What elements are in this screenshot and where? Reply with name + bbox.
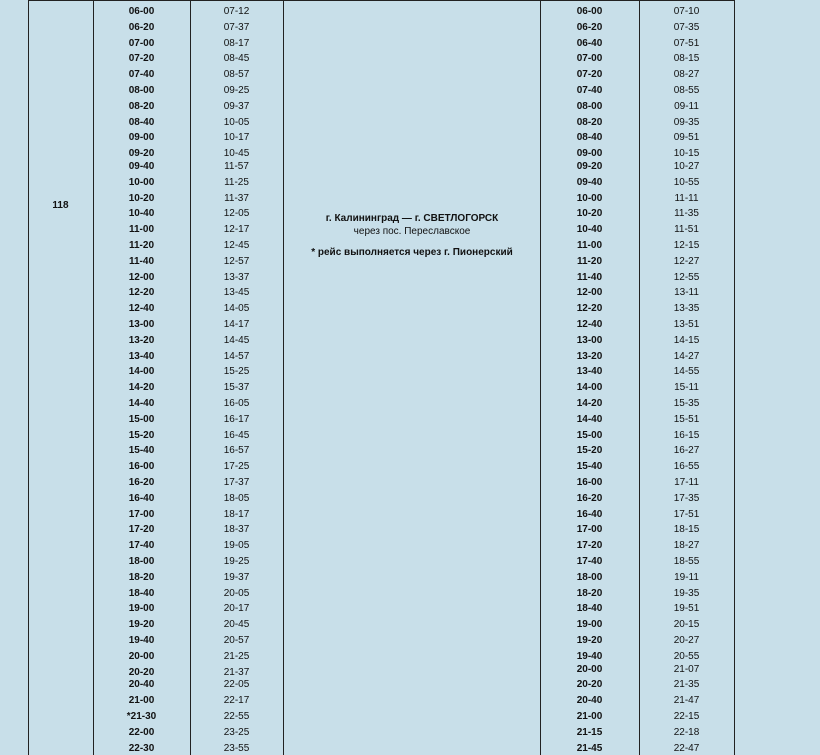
departure-time: 11-20 xyxy=(128,240,155,251)
arrival-time: 11-37 xyxy=(224,192,249,204)
arrival-time: 11-11 xyxy=(674,192,699,204)
arrival-time: 15-11 xyxy=(674,382,699,394)
arrival-time: 22-15 xyxy=(673,711,700,722)
arrival-time: 07-37 xyxy=(223,21,250,33)
route-number: 118 xyxy=(52,200,69,211)
departure-time: 10-00 xyxy=(576,192,603,204)
departure-time: 13-20 xyxy=(576,350,603,362)
departure-time: 13-00 xyxy=(128,319,155,330)
arrival-time: 14-17 xyxy=(223,319,250,330)
arrival-time: 12-55 xyxy=(673,271,700,283)
departure-time: 20-20 xyxy=(128,666,155,678)
arrival-time: 15-51 xyxy=(673,413,700,425)
arrival-time: 13-11 xyxy=(674,287,699,299)
departure-time: 11-00 xyxy=(128,224,155,236)
arrival-time: 18-27 xyxy=(673,540,700,552)
departure-time: 17-00 xyxy=(128,508,155,520)
arrival-time: 17-37 xyxy=(223,477,250,488)
departure-time: 11-40 xyxy=(576,271,603,283)
arrival-time: 18-05 xyxy=(223,492,250,504)
departure-time: 07-00 xyxy=(128,37,155,49)
departure-time: 18-00 xyxy=(128,556,155,567)
arrival-time: 08-57 xyxy=(223,69,250,81)
departure-time: 19-20 xyxy=(576,635,603,646)
arrival-time: 13-35 xyxy=(673,303,700,315)
arrival-time: 21-25 xyxy=(223,650,250,662)
arrival-time: 09-11 xyxy=(674,100,699,112)
arrival-time: 19-25 xyxy=(223,556,250,567)
departure-time: 21-00 xyxy=(128,695,155,707)
arrival-time: 20-27 xyxy=(673,635,700,646)
arrival-time: 16-17 xyxy=(223,413,250,425)
departure-time: 18-20 xyxy=(128,571,155,583)
arrival-time: 21-37 xyxy=(223,666,250,678)
route-description xyxy=(284,212,540,259)
arrival-time: 12-15 xyxy=(673,240,700,251)
table-border xyxy=(28,0,29,755)
arrival-time: 15-25 xyxy=(223,366,250,378)
arrival-time: 08-27 xyxy=(673,69,700,81)
arrival-time: 07-51 xyxy=(673,37,700,49)
arrival-time: 10-27 xyxy=(673,161,700,172)
arrival-time: 09-35 xyxy=(673,116,700,128)
departure-time: 15-20 xyxy=(576,445,603,457)
arrival-time: 07-10 xyxy=(673,6,700,17)
departure-time: 15-40 xyxy=(128,445,155,457)
arrival-time: 18-17 xyxy=(223,508,250,520)
arrival-time: 13-45 xyxy=(223,287,250,299)
arrival-time: 15-37 xyxy=(223,382,250,394)
arrival-time: 20-17 xyxy=(223,603,250,615)
arrival-time: 08-15 xyxy=(673,53,700,65)
route-title: г. Калининград — г. СВЕТЛОГОРСК xyxy=(325,213,499,224)
departure-time: 15-00 xyxy=(128,413,155,425)
departure-time: 09-20 xyxy=(576,161,603,172)
arrival-time: 19-51 xyxy=(673,603,700,615)
departure-time: 13-00 xyxy=(576,334,603,346)
arrival-time: 08-55 xyxy=(673,85,700,96)
table-border xyxy=(734,0,735,755)
arrival-time: 12-57 xyxy=(223,255,250,267)
arrival-time: 16-05 xyxy=(223,398,250,409)
arrival-time: 14-27 xyxy=(673,350,700,362)
departure-time: 11-00 xyxy=(576,240,603,251)
arrival-time: 18-55 xyxy=(673,556,700,567)
departure-time: 10-40 xyxy=(128,208,155,220)
arrival-time: 17-25 xyxy=(223,461,250,473)
departure-time: 08-20 xyxy=(576,116,603,128)
arrival-time: 18-15 xyxy=(673,524,700,536)
departure-time: 08-20 xyxy=(128,100,155,112)
departure-time: 14-40 xyxy=(128,398,155,409)
departure-time: 19-20 xyxy=(128,619,155,631)
departure-time: 09-40 xyxy=(128,161,155,172)
departure-time: 06-20 xyxy=(576,21,603,33)
departure-time: 18-40 xyxy=(576,603,603,615)
route-via: через пос. Переславское xyxy=(353,226,471,237)
arrival-time: 20-15 xyxy=(673,619,700,631)
arrival-time: 11-25 xyxy=(224,176,249,188)
departure-time: 15-40 xyxy=(576,461,603,473)
arrival-time: 21-47 xyxy=(673,695,700,707)
arrival-time: 19-37 xyxy=(223,571,250,583)
arrival-time: 10-15 xyxy=(673,148,700,160)
arrival-time: 17-35 xyxy=(673,492,700,504)
arrival-time: 22-55 xyxy=(223,711,250,722)
departure-time: 19-00 xyxy=(128,603,155,615)
departure-time: 22-30 xyxy=(128,742,155,754)
arrival-time: 19-35 xyxy=(673,587,700,599)
departure-time: 17-00 xyxy=(576,524,603,536)
arrival-time: 20-55 xyxy=(673,650,700,662)
arrival-time: 16-55 xyxy=(673,461,700,473)
departure-time: 12-20 xyxy=(128,287,155,299)
departure-time: 20-00 xyxy=(576,663,603,675)
arrival-time: 07-12 xyxy=(223,6,250,17)
arrival-time: 17-11 xyxy=(674,477,699,488)
arrival-time: 22-47 xyxy=(673,742,700,754)
departure-time: 13-40 xyxy=(576,366,603,378)
departure-time: 12-00 xyxy=(576,287,603,299)
departure-time: 06-00 xyxy=(576,6,603,17)
departure-time: 16-20 xyxy=(128,477,155,488)
departure-time: 11-40 xyxy=(128,255,155,267)
arrival-time: 07-35 xyxy=(673,21,700,33)
departure-time: 19-40 xyxy=(576,650,603,662)
arrival-time: 16-27 xyxy=(673,445,700,457)
arrival-time: 21-35 xyxy=(673,679,700,691)
arrival-time: 16-57 xyxy=(223,445,250,457)
departure-time: 21-45 xyxy=(576,742,603,754)
departure-time: 14-40 xyxy=(576,413,603,425)
departure-time: 14-20 xyxy=(576,398,603,409)
arrival-time: 11-35 xyxy=(674,208,699,220)
departure-time: 08-00 xyxy=(128,85,155,96)
departure-time: 12-00 xyxy=(128,271,155,283)
departure-time: 10-20 xyxy=(576,208,603,220)
departure-time: 19-00 xyxy=(576,619,603,631)
arrival-time: 11-57 xyxy=(224,161,249,172)
departure-time: 21-15 xyxy=(576,726,603,738)
departure-time: 06-20 xyxy=(128,21,155,33)
arrival-time: 14-55 xyxy=(673,366,700,378)
arrival-time: 23-25 xyxy=(223,726,250,738)
departure-time: 17-20 xyxy=(576,540,603,552)
arrival-time: 14-05 xyxy=(223,303,250,315)
arrival-time: 23-55 xyxy=(223,742,250,754)
departure-time: 12-40 xyxy=(128,303,155,315)
departure-time: 13-40 xyxy=(128,350,155,362)
arrival-time: 09-37 xyxy=(223,100,250,112)
departure-time: 15-20 xyxy=(128,429,155,441)
departure-time: 16-00 xyxy=(128,461,155,473)
arrival-time: 12-05 xyxy=(223,208,250,220)
arrival-time: 21-07 xyxy=(673,663,700,675)
departure-time: 06-00 xyxy=(128,6,155,17)
departure-time: 18-20 xyxy=(576,587,603,599)
departure-time: 19-40 xyxy=(128,635,155,646)
departure-time: 16-40 xyxy=(576,508,603,520)
arrival-time: 14-45 xyxy=(223,334,250,346)
departure-time: 15-00 xyxy=(576,429,603,441)
arrival-time: 09-51 xyxy=(673,132,700,144)
departure-time: 16-20 xyxy=(576,492,603,504)
arrival-time: 14-57 xyxy=(223,350,250,362)
arrival-time: 19-11 xyxy=(674,571,699,583)
departure-time: 06-40 xyxy=(576,37,603,49)
departure-time: 07-40 xyxy=(128,69,155,81)
departure-time: 22-00 xyxy=(128,726,155,738)
arrival-time: 16-45 xyxy=(223,429,250,441)
arrival-time: 22-05 xyxy=(223,679,250,691)
departure-time: 21-00 xyxy=(576,711,603,722)
departure-time: 13-20 xyxy=(128,334,155,346)
departure-time: 07-00 xyxy=(576,53,603,65)
arrival-time: 20-57 xyxy=(223,635,250,646)
arrival-time: 08-17 xyxy=(223,37,250,49)
departure-time: 16-40 xyxy=(128,492,155,504)
departure-time: *21-30 xyxy=(126,711,157,722)
arrival-time: 20-05 xyxy=(223,587,250,599)
arrival-time: 12-27 xyxy=(673,255,700,267)
arrival-time: 13-51 xyxy=(673,319,700,330)
arrival-time: 18-37 xyxy=(223,524,250,536)
route-note: * рейс выполняется через г. Пионерский xyxy=(311,247,513,258)
departure-time: 18-40 xyxy=(128,587,155,599)
departure-time: 10-00 xyxy=(128,176,155,188)
departure-time: 07-20 xyxy=(128,53,155,65)
departure-time: 16-00 xyxy=(576,477,603,488)
arrival-time: 10-45 xyxy=(223,148,250,160)
departure-time: 09-20 xyxy=(128,148,155,160)
departure-time: 12-20 xyxy=(576,303,603,315)
departure-time: 12-40 xyxy=(576,319,603,330)
table-border xyxy=(283,0,284,755)
arrival-time: 14-15 xyxy=(673,334,700,346)
departure-time: 20-20 xyxy=(576,679,603,691)
arrival-time: 22-18 xyxy=(673,726,700,738)
departure-time: 17-20 xyxy=(128,524,155,536)
departure-time: 20-00 xyxy=(128,650,155,662)
arrival-time: 12-45 xyxy=(223,240,250,251)
departure-time: 17-40 xyxy=(128,540,155,552)
departure-time: 10-40 xyxy=(576,224,603,236)
departure-time: 08-40 xyxy=(576,132,603,144)
arrival-time: 16-15 xyxy=(673,429,700,441)
departure-time: 14-00 xyxy=(128,366,155,378)
arrival-time: 19-05 xyxy=(223,540,250,552)
departure-time: 20-40 xyxy=(128,679,155,691)
arrival-time: 13-37 xyxy=(223,271,250,283)
departure-time: 09-40 xyxy=(576,176,603,188)
table-top-border xyxy=(28,0,734,1)
departure-time: 07-20 xyxy=(576,69,603,81)
departure-time: 10-20 xyxy=(128,192,155,204)
arrival-time: 15-35 xyxy=(673,398,700,409)
departure-time: 14-20 xyxy=(128,382,155,394)
departure-time: 14-00 xyxy=(576,382,603,394)
departure-time: 11-20 xyxy=(576,255,603,267)
departure-time: 07-40 xyxy=(576,85,603,96)
departure-time: 08-00 xyxy=(576,100,603,112)
arrival-time: 11-51 xyxy=(674,224,699,236)
departure-time: 09-00 xyxy=(576,148,603,160)
arrival-time: 22-17 xyxy=(223,695,250,707)
arrival-time: 17-51 xyxy=(673,508,700,520)
departure-time: 08-40 xyxy=(128,116,155,128)
departure-time: 20-40 xyxy=(576,695,603,707)
arrival-time: 08-45 xyxy=(223,53,250,65)
arrival-time: 09-25 xyxy=(223,85,250,96)
arrival-time: 10-17 xyxy=(223,132,250,144)
departure-time: 18-00 xyxy=(576,571,603,583)
arrival-time: 10-55 xyxy=(673,176,700,188)
departure-time: 09-00 xyxy=(128,132,155,144)
arrival-time: 20-45 xyxy=(223,619,250,631)
departure-time: 17-40 xyxy=(576,556,603,567)
arrival-time: 12-17 xyxy=(223,224,250,236)
arrival-time: 10-05 xyxy=(223,116,250,128)
